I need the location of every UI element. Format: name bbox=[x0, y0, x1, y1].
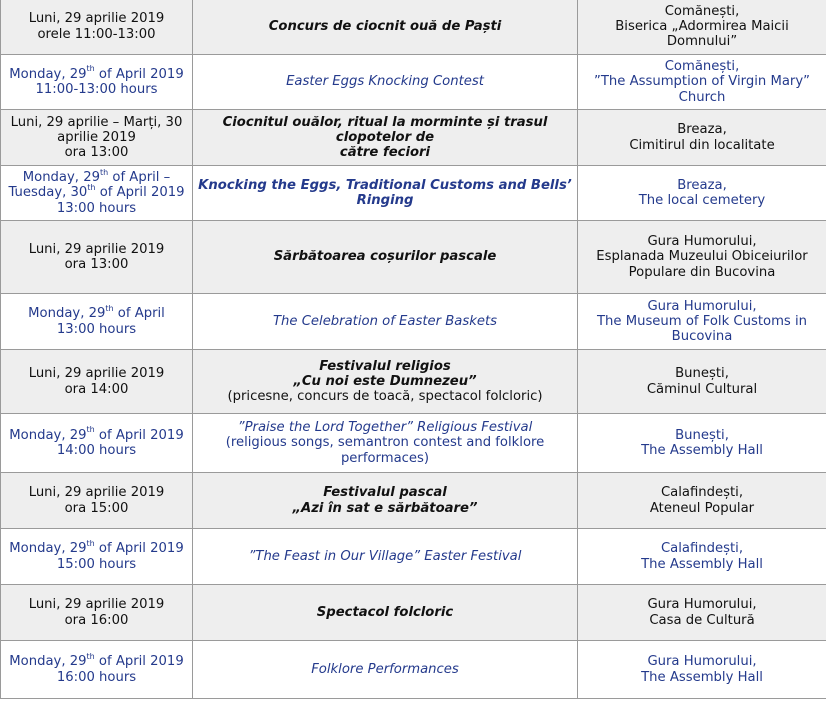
location-line: Breaza, bbox=[677, 177, 727, 193]
event-location-cell bbox=[578, 55, 826, 110]
table-row bbox=[1, 221, 826, 294]
event-title-cell bbox=[193, 166, 578, 221]
event-title: către feciori bbox=[339, 145, 431, 161]
event-title: Festivalul pascal bbox=[323, 485, 447, 501]
event-date-cell bbox=[1, 166, 193, 221]
table-row bbox=[1, 110, 826, 166]
event-title: Ciocnitul ouălor, ritual la morminte și trasul clopotelor de bbox=[222, 114, 548, 145]
event-title-cell bbox=[193, 0, 578, 55]
event-title: The Celebration of Easter Baskets bbox=[272, 313, 498, 329]
table-row bbox=[1, 585, 826, 641]
location-line: Esplanada Muzeului Obiceiurilor bbox=[596, 249, 808, 265]
location-line: The Museum of Folk Customs in bbox=[596, 313, 808, 329]
event-title: Spectacol folcloric bbox=[316, 604, 454, 620]
date-line: Luni, 29 aprilie 2019 bbox=[28, 485, 165, 501]
event-title: Knocking the Eggs, Traditional Customs and Bells’ Ringing bbox=[198, 177, 572, 208]
location-line: Biserica „Adormirea Maicii bbox=[615, 18, 789, 34]
location-line: Comănești, bbox=[664, 59, 740, 75]
location-line: The Assembly Hall bbox=[641, 443, 763, 458]
date-line: Luni, 29 aprilie 2019 bbox=[28, 11, 165, 27]
table-row bbox=[1, 166, 826, 221]
location-line: Comănești, bbox=[664, 3, 740, 19]
event-title-cell bbox=[193, 529, 578, 585]
table-row bbox=[1, 473, 826, 529]
event-title: Easter Eggs Knocking Contest bbox=[286, 74, 484, 90]
date-line-suffix: of April 2019 bbox=[95, 185, 185, 201]
time-line: ora 14:00 bbox=[64, 381, 129, 397]
event-title-cell bbox=[193, 641, 578, 699]
location-line: Ateneul Popular bbox=[649, 500, 755, 516]
event-subtitle: „Azi în sat e sărbătoare” bbox=[292, 500, 478, 516]
event-title: Concurs de ciocnit ouă de Paști bbox=[268, 18, 502, 34]
date-ordinal: th bbox=[105, 303, 114, 313]
event-title: Folklore Performances bbox=[311, 661, 459, 677]
date-line-suffix: of April bbox=[113, 306, 165, 322]
date-ordinal: th bbox=[86, 425, 95, 435]
date-line: Monday, 29 bbox=[28, 306, 106, 322]
event-description: performaces) bbox=[340, 450, 430, 466]
time-line: 13:00 hours bbox=[56, 321, 137, 337]
date-line: Monday, 29 bbox=[9, 654, 87, 670]
date-line-suffix: of April 2019 bbox=[94, 66, 184, 82]
event-location-cell bbox=[578, 473, 826, 529]
date-line: Luni, 29 aprilie 2019 bbox=[28, 241, 165, 257]
time-line: ora 15:00 bbox=[64, 500, 129, 516]
event-date-cell bbox=[1, 473, 193, 529]
event-date-cell bbox=[1, 585, 193, 641]
location-line: Calafindești, bbox=[660, 485, 744, 501]
event-date-cell bbox=[1, 0, 193, 55]
time-line: ora 16:00 bbox=[64, 612, 129, 628]
date-line: aprilie 2019 bbox=[57, 129, 136, 145]
event-location-cell bbox=[578, 294, 826, 350]
event-title-cell bbox=[193, 110, 578, 166]
event-description: (religious songs, semantron contest and folklore bbox=[225, 435, 545, 451]
event-title-cell bbox=[193, 585, 578, 641]
event-date-cell bbox=[1, 55, 193, 110]
event-date-cell bbox=[1, 350, 193, 414]
location-line: Bunești, bbox=[675, 366, 729, 382]
event-location-cell bbox=[578, 350, 826, 414]
location-line: The local cemetery bbox=[638, 193, 766, 208]
location-line: The Assembly Hall bbox=[641, 669, 763, 685]
table-row bbox=[1, 414, 826, 473]
table-row bbox=[1, 0, 826, 55]
date-line-suffix: of April 2019 bbox=[94, 427, 184, 443]
date-line-suffix: of April – bbox=[108, 170, 171, 186]
event-title-cell bbox=[193, 350, 578, 414]
date-line: Luni, 29 aprilie 2019 bbox=[28, 597, 165, 613]
location-line: Populare din Bucovina bbox=[628, 264, 776, 280]
date-line-suffix: of April 2019 bbox=[94, 654, 184, 670]
event-location-cell bbox=[578, 221, 826, 294]
location-line: Gura Humorului, bbox=[647, 654, 757, 670]
time-line: 15:00 hours bbox=[56, 556, 137, 572]
event-title: Festivalul religios bbox=[319, 358, 451, 374]
time-line: 11:00-13:00 hours bbox=[35, 82, 158, 97]
table-row bbox=[1, 350, 826, 414]
date-ordinal: th bbox=[86, 64, 95, 74]
event-date-cell bbox=[1, 641, 193, 699]
location-line: Casa de Cultură bbox=[649, 612, 755, 628]
table-row bbox=[1, 641, 826, 699]
location-line: Bucovina bbox=[671, 329, 733, 345]
date-line-suffix: of April 2019 bbox=[94, 541, 184, 557]
event-title-cell bbox=[193, 221, 578, 294]
event-title-cell bbox=[193, 414, 578, 473]
time-line: 13:00 hours bbox=[56, 200, 137, 216]
event-title: Sărbătoarea coșurilor pascale bbox=[273, 249, 497, 265]
date-line: Monday, 29 bbox=[22, 170, 100, 186]
date-line: Monday, 29 bbox=[9, 541, 87, 557]
event-location-cell bbox=[578, 585, 826, 641]
event-title-cell bbox=[193, 473, 578, 529]
time-line: ora 13:00 bbox=[64, 145, 129, 161]
date-line: Monday, 29 bbox=[9, 66, 87, 82]
location-line: The Assembly Hall bbox=[641, 556, 763, 572]
event-date-cell bbox=[1, 110, 193, 166]
event-date-cell bbox=[1, 221, 193, 294]
location-line: Bunești, bbox=[675, 427, 729, 443]
date-ordinal: th bbox=[86, 651, 95, 661]
location-line: Church bbox=[678, 89, 726, 105]
date-line: Monday, 29 bbox=[9, 427, 87, 443]
event-date-cell bbox=[1, 529, 193, 585]
event-title: ”The Feast in Our Village” Easter Festival bbox=[248, 548, 522, 564]
table-row bbox=[1, 55, 826, 110]
time-line: orele 11:00-13:00 bbox=[37, 26, 156, 42]
event-title: ”Praise the Lord Together” Religious Festival bbox=[237, 420, 533, 436]
event-title-cell bbox=[193, 294, 578, 350]
event-location-cell bbox=[578, 110, 826, 166]
location-line: Domnului” bbox=[666, 34, 738, 50]
event-location-cell bbox=[578, 529, 826, 585]
event-description: (pricesne, concurs de toacă, spectacol folcloric) bbox=[227, 389, 543, 405]
event-location-cell bbox=[578, 641, 826, 699]
date-line: Tuesday, 30 bbox=[8, 185, 88, 201]
table-row bbox=[1, 529, 826, 585]
date-line: Luni, 29 aprilie 2019 bbox=[28, 366, 165, 382]
time-line: 16:00 hours bbox=[56, 669, 137, 685]
event-location-cell bbox=[578, 414, 826, 473]
location-line: ”The Assumption of Virgin Mary” bbox=[594, 74, 810, 90]
location-line: Căminul Cultural bbox=[646, 381, 758, 397]
date-ordinal: th bbox=[86, 538, 95, 548]
location-line: Gura Humorului, bbox=[647, 298, 757, 314]
event-date-cell bbox=[1, 294, 193, 350]
event-location-cell bbox=[578, 0, 826, 55]
table-row bbox=[1, 294, 826, 350]
date-ordinal: th bbox=[99, 167, 109, 177]
event-title-cell bbox=[193, 55, 578, 110]
location-line: Calafindești, bbox=[660, 541, 744, 557]
location-line: Cimitirul din localitate bbox=[629, 137, 775, 153]
time-line: ora 13:00 bbox=[64, 257, 129, 272]
event-location-cell bbox=[578, 166, 826, 221]
event-date-cell bbox=[1, 414, 193, 473]
date-ordinal: th bbox=[87, 182, 96, 192]
location-line: Gura Humorului, bbox=[647, 597, 757, 613]
event-subtitle: „Cu noi este Dumnezeu” bbox=[293, 373, 477, 389]
date-line: Luni, 29 aprilie – Marți, 30 bbox=[10, 114, 183, 130]
time-line: 14:00 hours bbox=[56, 443, 137, 458]
location-line: Breaza, bbox=[677, 122, 727, 138]
location-line: Gura Humorului, bbox=[647, 234, 757, 250]
